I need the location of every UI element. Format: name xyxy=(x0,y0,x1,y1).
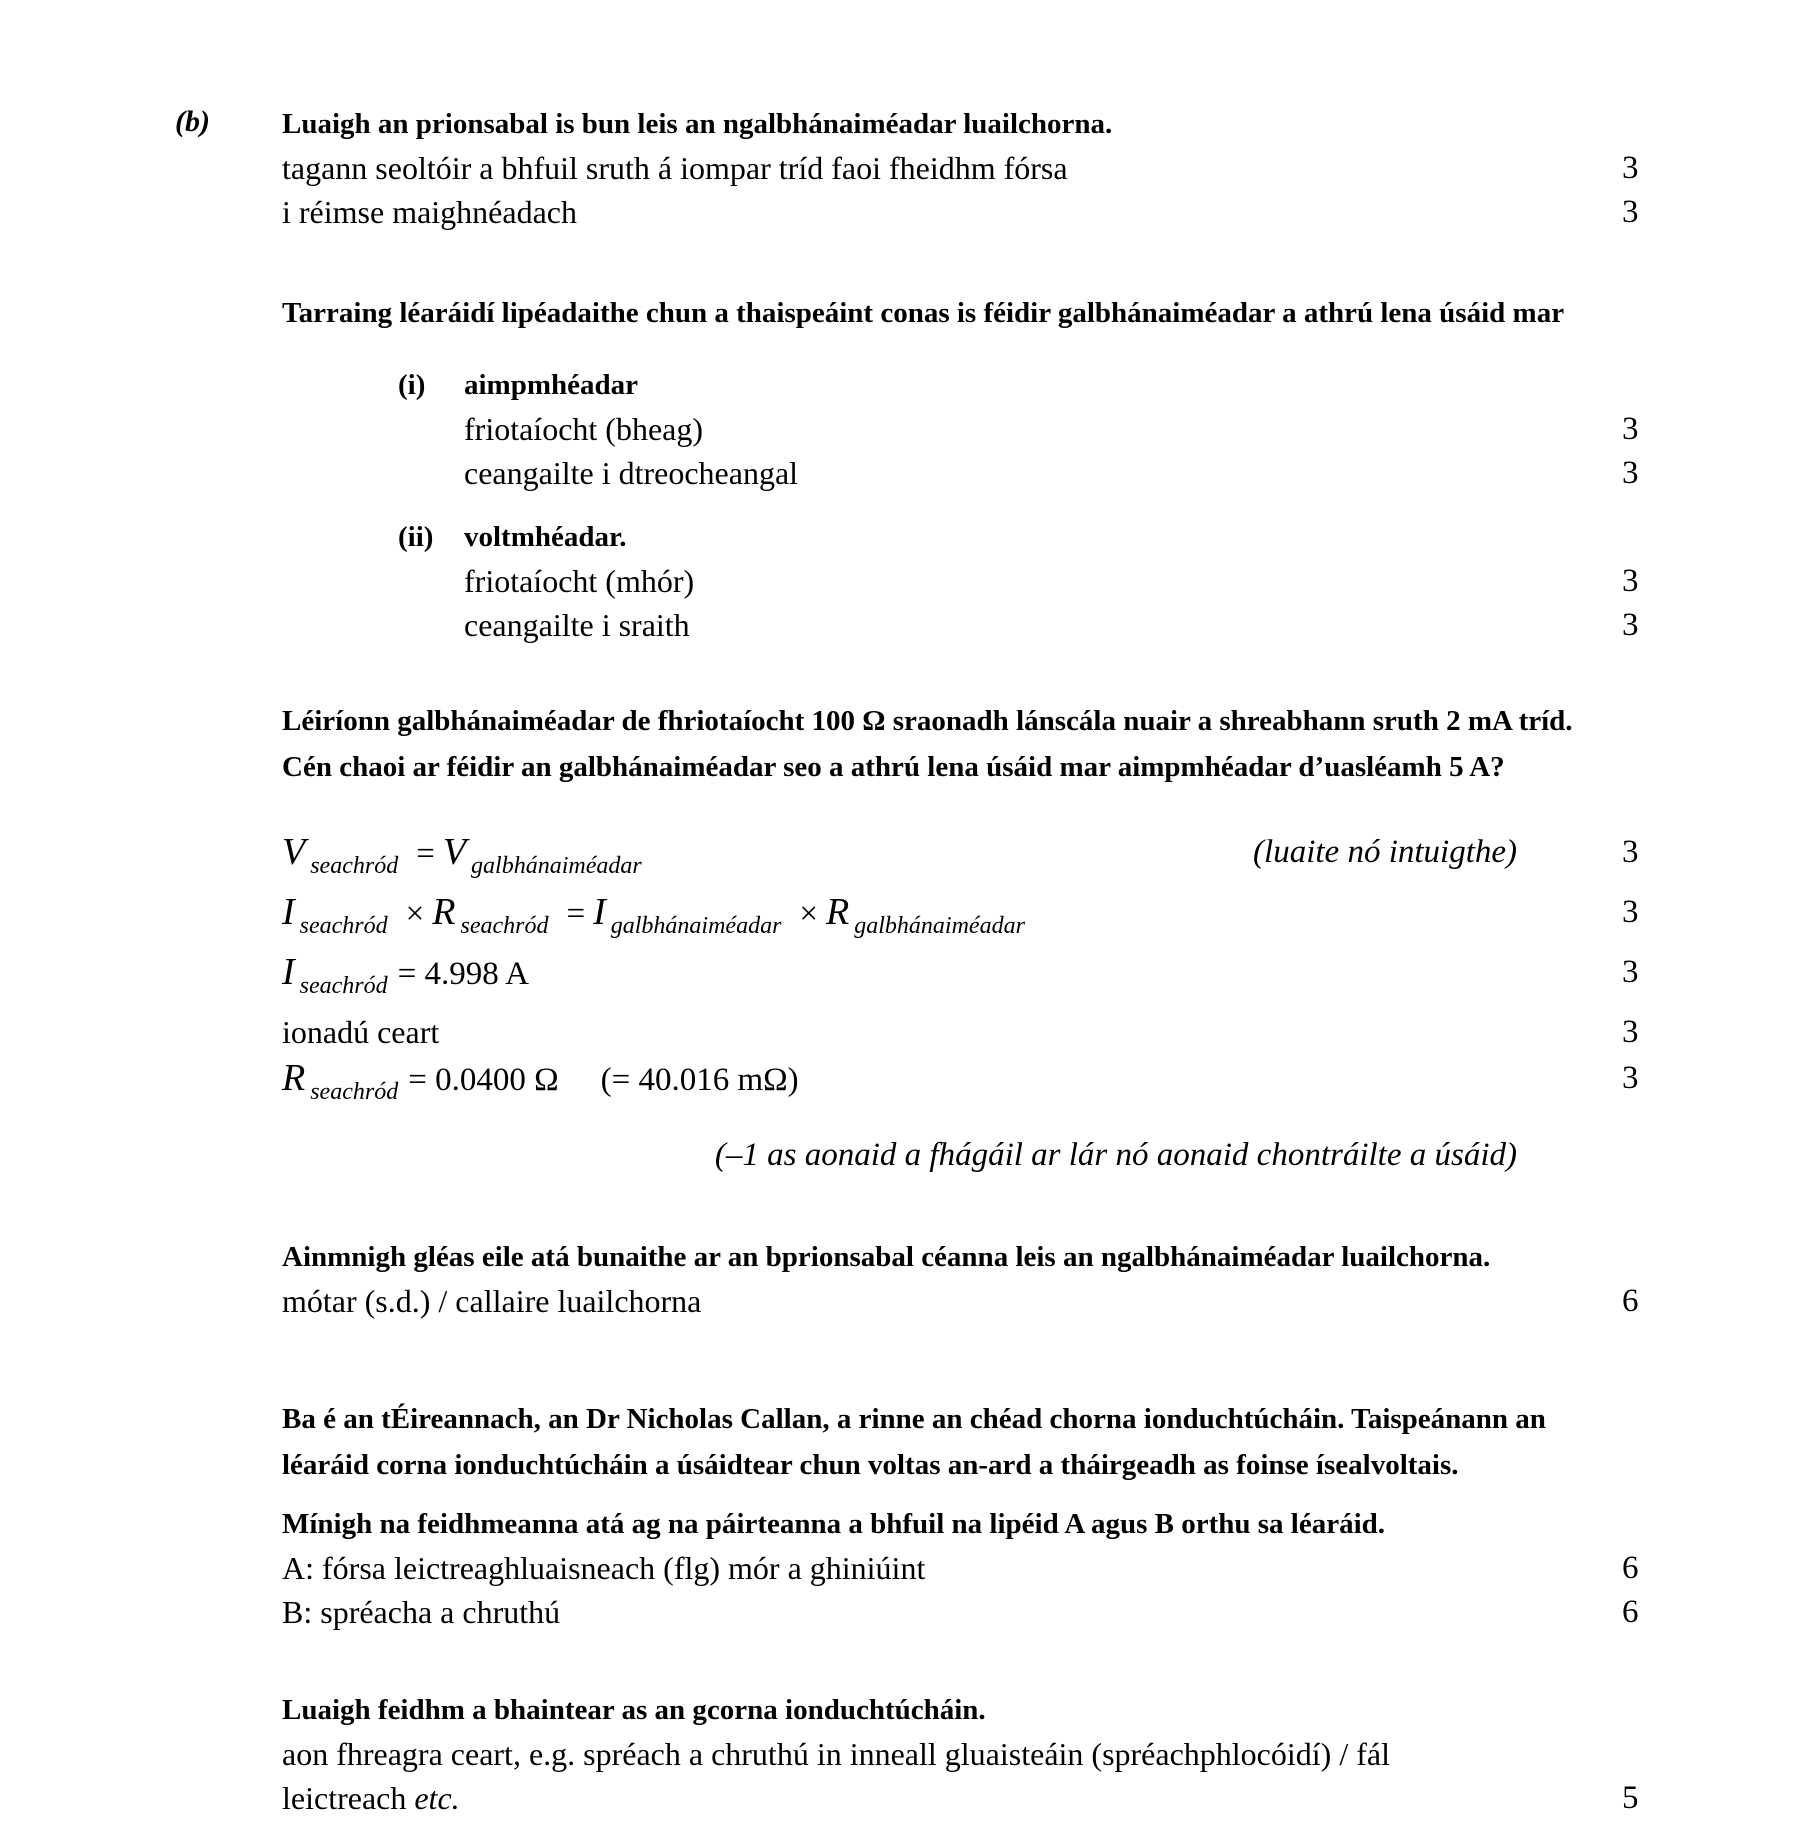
question-heading-row xyxy=(0,289,1818,335)
equation-line xyxy=(0,1055,1818,1115)
question-intro-line: Ba é an tÉireannach, an Dr Nicholas Callan, a rinne an chéad chorna ionduchtúcháin. Taispeánann an xyxy=(282,1403,1546,1435)
question-b-heading-row xyxy=(0,100,1818,146)
equation-operator: × xyxy=(405,896,425,932)
equation-variable: V xyxy=(282,831,306,873)
answer-text: friotaíocht (mhór) xyxy=(464,563,695,599)
penalty-note: (–1 as aonaid a fhágáil ar lár nó aonaid chontráilte a úsáid) xyxy=(714,1137,1517,1173)
penalty-note-row xyxy=(0,1133,1818,1177)
mark-value: 3 xyxy=(1622,954,1639,990)
equation-subscript: seachród xyxy=(299,913,388,939)
equation-variable: I xyxy=(593,891,606,933)
equation-subscript: seachród xyxy=(310,1079,399,1105)
question-heading-row xyxy=(0,697,1818,743)
equation-subscript: seachród xyxy=(310,853,399,879)
equation-line xyxy=(0,949,1818,1009)
answer-text: i réimse maighnéadach xyxy=(282,194,577,230)
answer-line xyxy=(0,1279,1818,1323)
answer-line xyxy=(0,407,1818,451)
equation-line xyxy=(0,889,1818,949)
answer-line xyxy=(0,146,1818,190)
mark-value: 3 xyxy=(1622,194,1639,230)
answer-line xyxy=(0,451,1818,495)
question-heading: Ainmnigh gléas eile atá bunaithe ar an bprionsabal céanna leis an ngalbhánaiméadar luailchorna. xyxy=(282,1241,1491,1273)
mark-value: 3 xyxy=(1622,411,1639,447)
mark-value: 3 xyxy=(1622,607,1639,643)
answer-line xyxy=(0,1590,1818,1634)
question-intro-row xyxy=(0,1441,1818,1487)
equation-operator: × xyxy=(799,896,819,932)
equation-alt-value: (= 40.016 mΩ) xyxy=(600,1062,799,1098)
mark-value: 3 xyxy=(1622,1014,1639,1050)
list-item-number: (ii) xyxy=(398,521,434,553)
question-heading-row xyxy=(0,1233,1818,1279)
question-heading: Mínigh na feidhmeanna atá ag na páirteanna a bhfuil na lipéid A agus B orthu sa léaráid. xyxy=(282,1508,1386,1540)
list-item-title: voltmhéadar. xyxy=(464,521,627,553)
answer-text: ceangailte i sraith xyxy=(464,607,690,643)
equation-subscript: seachród xyxy=(299,973,388,999)
equation-result: = 0.0400 Ω xyxy=(408,1062,559,1098)
mark-value: 3 xyxy=(1622,150,1639,186)
answer-line xyxy=(0,603,1818,647)
answer-text: ceangailte i dtreocheangal xyxy=(464,455,799,491)
question-intro-line: léaráid corna ionduchtúcháin a úsáidtear chun voltas an-ard a tháirgeadh as foinse ísealvoltais. xyxy=(282,1449,1459,1481)
equation-subscript: galbhánaiméadar xyxy=(854,913,1025,939)
equation-operator: = xyxy=(566,896,586,932)
answer-text: aon fhreagra ceart, e.g. spréach a chruthú in inneall gluaisteáin (spréachphlocóidí) / fál xyxy=(282,1736,1390,1772)
mark-value: 3 xyxy=(1622,455,1639,491)
equation-subscript: galbhánaiméadar xyxy=(610,913,782,939)
answer-text: ionadú ceart xyxy=(282,1014,440,1050)
list-item-title-row xyxy=(0,361,1818,407)
answer-text: mótar (s.d.) / callaire luailchorna xyxy=(282,1283,702,1319)
list-item-number: (i) xyxy=(398,369,426,401)
marker-note: (luaite nó intuigthe) xyxy=(1253,834,1517,870)
answer-text-italic: etc. xyxy=(414,1780,460,1816)
equation-variable: V xyxy=(442,831,467,873)
equation-variable: I xyxy=(282,951,295,993)
equation-variable: I xyxy=(282,891,295,933)
question-heading-line: Cén chaoi ar féidir an galbhánaiméadar seo a athrú lena úsáid mar aimpmhéadar d’uasléamh 5 A? xyxy=(282,751,1505,783)
equation-variable: R xyxy=(282,1057,306,1099)
question-heading: Luaigh feidhm a bhaintear as an gcorna ionduchtúcháin. xyxy=(282,1694,986,1726)
answer-line xyxy=(0,1009,1818,1055)
mark-value: 6 xyxy=(1622,1550,1639,1586)
equation-subscript: galbhánaiméadar xyxy=(471,853,642,879)
question-heading-row xyxy=(0,1500,1818,1546)
answer-line xyxy=(0,1546,1818,1590)
equation-result: = 4.998 A xyxy=(397,956,530,992)
answer-text: friotaíocht (bheag) xyxy=(464,411,703,447)
question-heading: Tarraing léaráidí lipéadaithe chun a thaispeáint conas is féidir galbhánaiméadar a athrú lena úsáid mar xyxy=(282,297,1565,329)
answer-text: B: spréacha a chruthú xyxy=(282,1594,561,1630)
answer-line xyxy=(0,1776,1818,1820)
equation-variable: R xyxy=(432,891,456,933)
answer-line xyxy=(0,559,1818,603)
mark-value: 3 xyxy=(1622,1060,1639,1096)
answer-text: leictreach xyxy=(282,1780,415,1816)
equation-line xyxy=(0,829,1818,889)
question-intro-row xyxy=(0,1395,1818,1441)
mark-value: 3 xyxy=(1622,834,1639,870)
mark-value: 5 xyxy=(1622,1780,1639,1816)
mark-value: 6 xyxy=(1622,1283,1639,1319)
equation-subscript: seachród xyxy=(460,913,549,939)
question-heading: Luaigh an prionsabal is bun leis an ngalbhánaiméadar luailchorna. xyxy=(282,108,1113,140)
question-heading-row xyxy=(0,743,1818,789)
part-label: (b) xyxy=(175,105,210,138)
answer-line xyxy=(0,1732,1818,1776)
mark-value: 6 xyxy=(1622,1594,1639,1630)
list-item-title-row xyxy=(0,513,1818,559)
question-heading-line: Léiríonn galbhánaiméadar de fhriotaíocht 100 Ω sraonadh lánscála nuair a shreabhann sruth 2 mA tríd. xyxy=(282,705,1573,737)
equation-variable: R xyxy=(826,891,850,933)
list-item-title: aimpmhéadar xyxy=(464,369,638,401)
equation-operator: = xyxy=(416,836,435,872)
answer-text: tagann seoltóir a bhfuil sruth á iompar tríd faoi fheidhm fórsa xyxy=(282,150,1068,186)
answer-text: A: fórsa leictreaghluaisneach (flg) mór a ghiniúint xyxy=(282,1550,926,1586)
mark-value: 3 xyxy=(1622,563,1639,599)
question-heading-row xyxy=(0,1686,1818,1732)
answer-line xyxy=(0,190,1818,234)
mark-value: 3 xyxy=(1622,894,1639,930)
